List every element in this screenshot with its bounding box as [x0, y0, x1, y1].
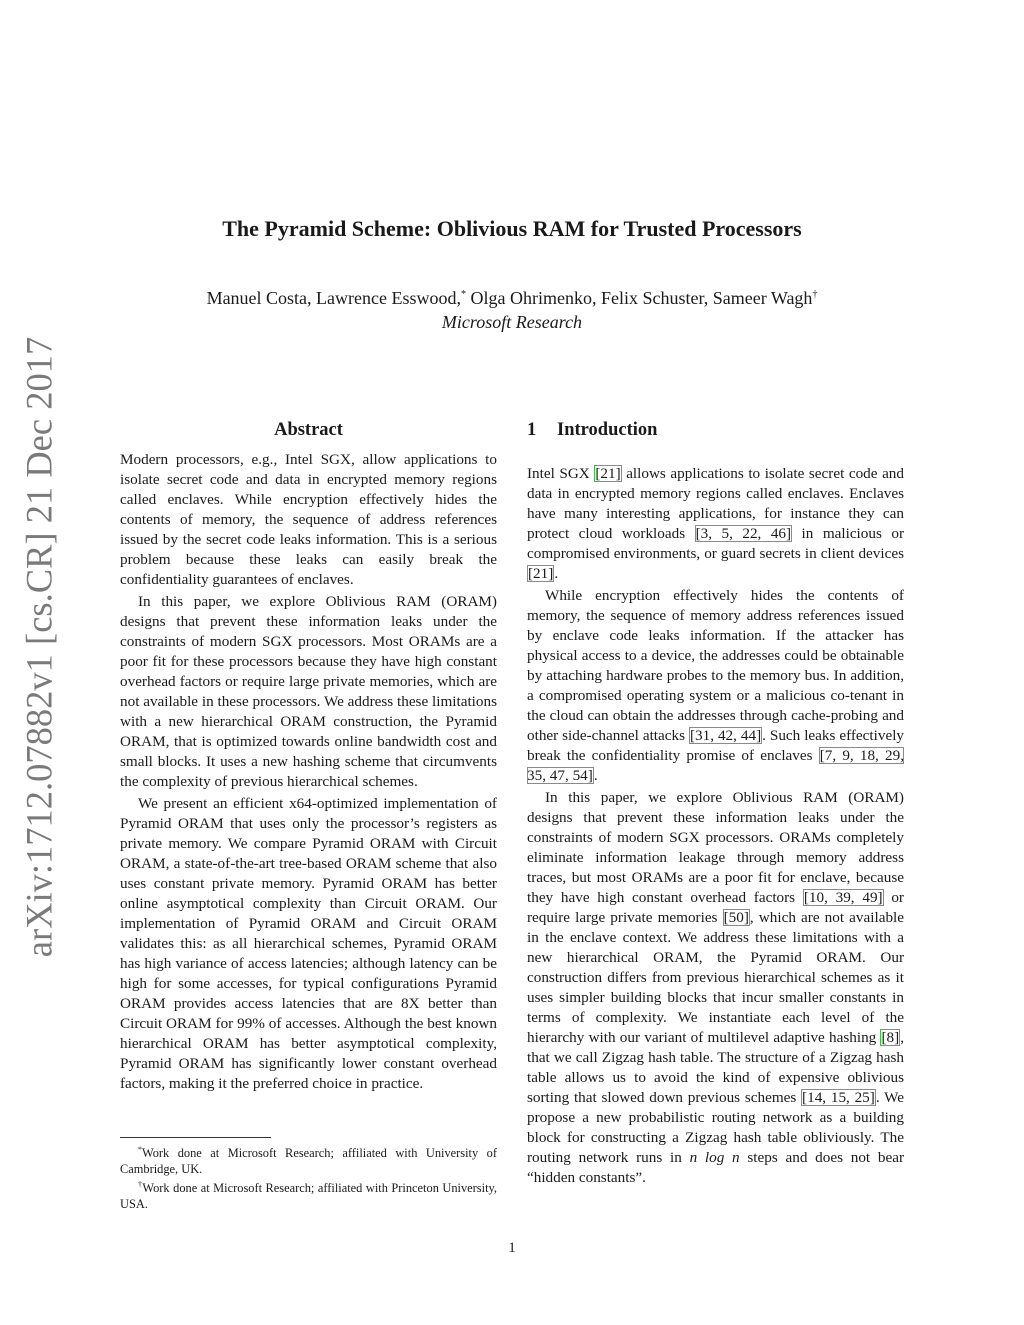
intro-p3-text: or require large private memories: [527, 889, 904, 926]
paper-title: The Pyramid Scheme: Oblivious RAM for Trusted Processors: [222, 216, 802, 241]
intro-p2-text: .: [593, 767, 598, 784]
citation-link[interactable]: [31, 42, 44]: [689, 727, 762, 744]
citation-link[interactable]: [50]: [723, 909, 749, 926]
intro-paragraph-3: [527, 788, 904, 1188]
footnote-2-text: Work done at Microsoft Research; affiliated with Princeton University, USA.: [120, 1181, 497, 1211]
page-number: 1: [508, 1240, 516, 1256]
citation-link[interactable]: [21]: [528, 565, 554, 582]
citation-link[interactable]: [7, 9, 18, 29, 35, 47, 54]: [527, 747, 905, 784]
authors-text-a: Manuel Costa, Lawrence Esswood,: [206, 288, 461, 308]
abstract-heading: Abstract: [274, 420, 343, 440]
intro-p1-text: Intel SGX: [527, 465, 595, 482]
intro-p3-text: , that we call Zigzag hash table. The structure of a Zigzag hash table allows us to avoid the kind of expensive oblivious sorting that slowed down previous schemes: [527, 1029, 904, 1106]
abstract-paragraph-3: We present an efficient x64-optimized implementation of Pyramid ORAM that uses only the processor’s registers as private memory. We compare Pyramid ORAM with Circuit ORAM, a state-of-the-art tree-based ORAM scheme that also uses constant private memory. Pyramid ORAM has better online asymptotical complexity than Circuit ORAM. Our implementation of Pyramid ORAM and Circuit ORAM validates this: as all hierarchical schemes, Pyramid ORAM has high variance of access latencies; although latency can be high for some accesses, for typical configurations Pyramid ORAM provides access latencies that are 8X better than Circuit ORAM for 99% of accesses. Although the best known hierarchical ORAM has better asymptotical complexity, Pyramid ORAM has significantly lower constant overhead factors, making it the preferred choice in practice.: [120, 795, 497, 1092]
footnote-1: [120, 1142, 497, 1177]
citation-link[interactable]: [8]: [881, 1029, 900, 1046]
introduction-body: [527, 464, 904, 1188]
citation-link[interactable]: [3, 5, 22, 46]: [695, 525, 792, 542]
introduction-heading: [527, 420, 657, 441]
intro-p3-text: , which are not available in the enclave context. We address these limitations with a new hierarchical ORAM, the Pyramid ORAM. Our construction differs from previous hierarchical schemes as it uses simpler building blocks that incur smaller constants in terms of complexity. We instantiate each level of the hierarchy with our variant of multilevel adaptive hashing: [527, 909, 904, 1046]
intro-p3-text: In this paper, we explore Oblivious RAM (ORAM) designs that prevent these information leaks under the constraints of modern SGX processors. ORAMs completely eliminate information leakage through memory address traces, but most ORAMs are a poor fit for enclave, because they have high constant overhead factors: [527, 789, 904, 906]
intro-p3-text: . We propose a new probabilistic routing network as a building block for constructing a Zigzag hash table obliviously. The routing network runs in: [527, 1089, 904, 1166]
author-mark-b: †: [812, 289, 818, 300]
footnote-2: [120, 1177, 497, 1212]
footnote-1-text: Work done at Microsoft Research; affiliated with University of Cambridge, UK.: [120, 1146, 497, 1176]
footnote-2-mark: †: [138, 1180, 143, 1189]
citation-link[interactable]: [21]: [595, 465, 621, 482]
section-title: Introduction: [557, 420, 658, 440]
arxiv-identifier: [14, 336, 64, 958]
citation-link[interactable]: [10, 39, 49]: [803, 889, 883, 906]
intro-paragraph-1: [527, 464, 904, 584]
abstract-body: [120, 450, 497, 1094]
footnote-rule: [120, 1137, 271, 1138]
intro-p2-text: . Such leaks effectively break the confidentiality promise of enclaves: [527, 727, 905, 764]
abstract-paragraph-1: Modern processors, e.g., Intel SGX, allow applications to isolate secret code and data in encrypted memory regions called enclaves. While encryption effectively hides the contents of memory, the sequence of address references issued by the secret code leaks information. This is a serious problem because these leaks can easily break the confidentiality guarantees of enclaves.: [120, 451, 497, 588]
authors-text-b: Olga Ohrimenko, Felix Schuster, Sameer Wagh: [466, 288, 813, 308]
intro-p1-text: allows applications to isolate secret code and data in encrypted memory regions called enclaves. Enclaves have many interesting applications, for instance they can protect cloud workloads: [527, 465, 904, 542]
affiliation: Microsoft Research: [441, 312, 583, 332]
section-number: 1: [527, 420, 537, 440]
math-expression: n log n: [689, 1149, 740, 1166]
intro-p1-text: .: [554, 565, 559, 582]
author-list: [0, 288, 1024, 309]
intro-paragraph-2: [527, 586, 904, 786]
intro-p2-text: While encryption effectively hides the contents of memory, the sequence of memory address references issued by enclave code leaks information. If the attacker has physical access to a device, the addresses could be obtainable by attaching hardware probes to the memory bus. In addition, a compromised operating system or a malicious co-tenant in the cloud can obtain the addresses through cache-probing and other side-channel attacks: [527, 587, 904, 744]
abstract-paragraph-2: In this paper, we explore Oblivious RAM (ORAM) designs that prevent these information leaks under the constraints of modern SGX processors. Most ORAMs are a poor fit for these processors because they have high constant overhead factors or require large private memories, which are not available in these processors. We address these limitations with a new hierarchical ORAM construction, the Pyramid ORAM, that is optimized towards online bandwidth cost and small blocks. It uses a new hashing scheme that circumvents the complexity of previous hierarchical schemes.: [120, 593, 497, 790]
arxiv-identifier-text: arXiv:1712.07882v1 [cs.CR] 21 Dec 2017: [18, 336, 60, 958]
intro-p1-text: in malicious or compromised environments, or guard secrets in client devices: [527, 525, 904, 562]
intro-p3-text: steps and does not bear “hidden constants”.: [527, 1149, 905, 1186]
author-mark-a: *: [461, 289, 466, 300]
footnotes: [120, 1142, 497, 1212]
citation-link[interactable]: [14, 15, 25]: [802, 1089, 875, 1106]
footnote-1-mark: *: [138, 1145, 142, 1154]
